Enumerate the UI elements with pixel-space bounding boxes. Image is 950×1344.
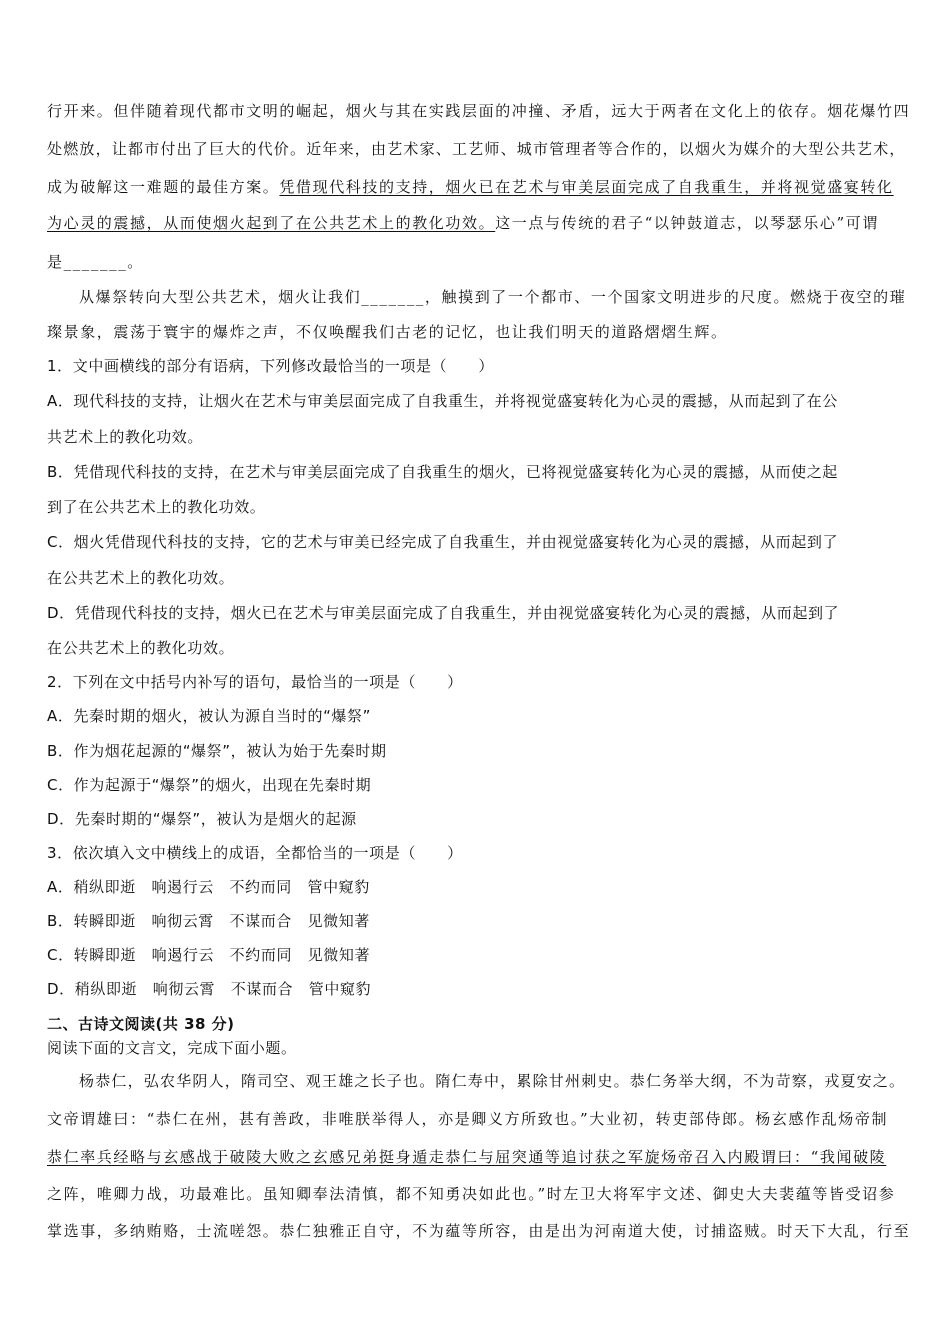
option-d: D．凭借现代科技的支持，烟火已在艺术与审美层面完成了自我重生，并由视觉盛宴转化为心灵的震撼，从而起到了 (47, 604, 840, 622)
option-c: C．转瞬即逝 响遏行云 不约而同 见微知著 (47, 946, 371, 964)
passage-line: 是_______。 (47, 253, 144, 271)
option-b-cont: 到了在公共艺术上的教化功效。 (47, 498, 266, 516)
classical-text-underlined: 恭仁率兵经略与玄感战于破陵大败之玄感兄弟挺身遁走恭仁与屈突通等追讨获之军旋炀帝召入内殿谓曰：“我闻破陵 (47, 1148, 887, 1166)
passage-line (47, 213, 879, 233)
question-stem: 2．下列在文中括号内补写的语句，最恰当的一项是（ ） (47, 673, 463, 691)
underlined-sentence: 为心灵的震撼，从而使烟火起到了在公共艺术上的教化功效。 (47, 214, 496, 232)
option-b: B．转瞬即逝 响彻云霄 不谋而合 见微知著 (47, 912, 370, 930)
classical-text-line: 之阵，唯卿力战，功最难比。虽知卿奉法清慎，都不知勇决如此也。”时左卫大将军宇文述、御史大夫裴蕴等皆受诏参 (47, 1185, 896, 1203)
passage-line: 从爆祭转向大型公共艺术，烟火让我们_______，触摸到了一个都市、一个国家文明进步的尺度。燃烧于夜空的璀 (79, 288, 907, 306)
option-a: A．现代科技的支持，让烟火在艺术与审美层面完成了自我重生，并将视觉盛宴转化为心灵的震撼，从而起到了在公 (47, 392, 838, 410)
option-c: C．作为起源于“爆祭”的烟火，出现在先秦时期 (47, 776, 372, 794)
section-heading: 二、古诗文阅读(共 38 分) (47, 1015, 235, 1033)
classical-text-line: 掌选事，多纳贿赂，士流嗟怨。恭仁独雅正自守，不为蕴等所容，由是出为河南道大使，讨捕盗贼。时天下大乱，行至 (47, 1222, 911, 1240)
option-d: D．先秦时期的“爆祭”，被认为是烟火的起源 (47, 810, 357, 828)
option-a-cont: 共艺术上的教化功效。 (47, 428, 204, 446)
option-c-cont: 在公共艺术上的教化功效。 (47, 569, 235, 587)
question-stem: 3．依次填入文中横线上的成语，全都恰当的一项是（ ） (47, 844, 463, 862)
section-instruction: 阅读下面的文言文，完成下面小题。 (47, 1039, 297, 1057)
passage-text: 这一点与传统的君子“以钟鼓道志，以琴瑟乐心”可谓 (495, 214, 879, 232)
option-d: D．稍纵即逝 响彻云霄 不谋而合 管中窥豹 (47, 980, 372, 998)
option-c: C．烟火凭借现代科技的支持，它的艺术与审美已经完成了自我重生，并由视觉盛宴转化为心灵的震撼，从而起到了 (47, 533, 839, 551)
option-a: A．稍纵即逝 响遏行云 不约而同 管中窥豹 (47, 878, 370, 896)
passage-line: 璨景象，震荡于寰宇的爆炸之声，不仅唤醒我们古老的记忆，也让我们明天的道路熠熠生辉。 (47, 323, 728, 341)
classical-text-line: 杨恭仁，弘农华阴人，隋司空、观王雄之长子也。隋仁寿中，累除甘州刺史。恭仁务举大纲，不为苛察，戎夏安之。 (79, 1072, 906, 1090)
passage-line: 处燃放，让都市付出了巨大的代价。近年来，由艺术家、工艺师、城市管理者等合作的，以烟火为媒介的大型公共艺术， (47, 140, 906, 158)
question-stem: 1．文中画横线的部分有语病，下列修改最恰当的一项是（ ） (47, 357, 494, 375)
passage-text: 成为破解这一难题的最佳方案。 (47, 178, 280, 196)
underlined-sentence: 凭借现代科技的支持，烟火已在艺术与审美层面完成了自我重生，并将视觉盛宴转化 (279, 178, 894, 196)
passage-line: 行开来。但伴随着现代都市文明的崛起，烟火与其在实践层面的冲撞、矛盾，远大于两者在文化上的依存。烟花爆竹四 (47, 102, 911, 120)
option-b: B．作为烟花起源的“爆祭”，被认为始于先秦时期 (47, 742, 387, 760)
option-a: A．先秦时期的烟火，被认为源自当时的“爆祭” (47, 707, 372, 725)
option-b: B．凭借现代科技的支持，在艺术与审美层面完成了自我重生的烟火，已将视觉盛宴转化为心灵的震撼，从而使之起 (47, 463, 838, 481)
option-d-cont: 在公共艺术上的教化功效。 (47, 639, 235, 657)
passage-line (47, 177, 894, 197)
classical-text-line: 文帝谓雄曰：“恭仁在州，甚有善政，非唯朕举得人，亦是卿义方所致也。”大业初，转吏部侍郎。杨玄感作乱炀帝制 (47, 1110, 889, 1128)
